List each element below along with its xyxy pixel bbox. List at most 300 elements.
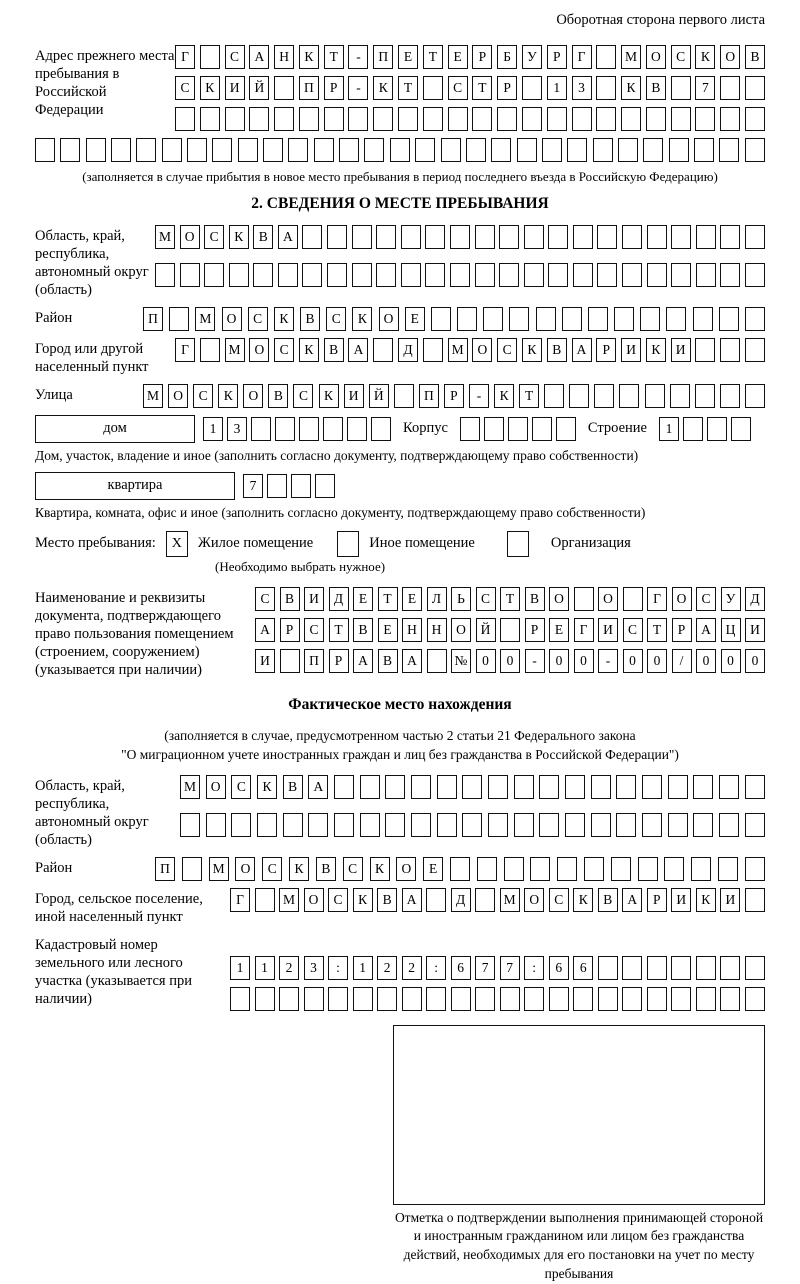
- char-cell[interactable]: П: [299, 76, 319, 100]
- char-cell[interactable]: -: [348, 45, 368, 69]
- char-cell[interactable]: 6: [573, 956, 593, 980]
- char-cell[interactable]: [696, 956, 716, 980]
- char-cell[interactable]: [509, 307, 529, 331]
- char-cell[interactable]: Й: [369, 384, 389, 408]
- char-cell[interactable]: [539, 813, 559, 837]
- char-cell[interactable]: [441, 138, 461, 162]
- char-cell[interactable]: С: [193, 384, 213, 408]
- char-cell[interactable]: [691, 857, 711, 881]
- char-cell[interactable]: Р: [497, 76, 517, 100]
- char-cell[interactable]: [274, 76, 294, 100]
- char-cell[interactable]: П: [155, 857, 175, 881]
- char-cell[interactable]: [136, 138, 156, 162]
- char-cell[interactable]: [548, 263, 568, 287]
- char-cell[interactable]: :: [426, 956, 446, 980]
- char-cell[interactable]: К: [696, 888, 716, 912]
- char-cell[interactable]: О: [472, 338, 492, 362]
- char-cell[interactable]: В: [316, 857, 336, 881]
- char-cell[interactable]: [204, 263, 224, 287]
- char-cell[interactable]: [425, 225, 445, 249]
- char-cell[interactable]: [598, 956, 618, 980]
- char-cell[interactable]: О: [180, 225, 200, 249]
- char-cell[interactable]: В: [378, 649, 398, 673]
- char-cell[interactable]: О: [249, 338, 269, 362]
- char-cell[interactable]: [348, 107, 368, 131]
- char-cell[interactable]: [182, 857, 202, 881]
- char-cell[interactable]: О: [379, 307, 399, 331]
- char-cell[interactable]: [475, 225, 495, 249]
- char-cell[interactable]: И: [598, 618, 618, 642]
- char-cell[interactable]: [745, 384, 765, 408]
- char-cell[interactable]: [423, 107, 443, 131]
- char-cell[interactable]: И: [720, 888, 740, 912]
- char-cell[interactable]: С: [248, 307, 268, 331]
- char-cell[interactable]: А: [278, 225, 298, 249]
- char-cell[interactable]: 1: [230, 956, 250, 980]
- char-cell[interactable]: [720, 107, 740, 131]
- char-cell[interactable]: [212, 138, 232, 162]
- char-cell[interactable]: [450, 225, 470, 249]
- char-cell[interactable]: [569, 384, 589, 408]
- char-cell[interactable]: Е: [353, 587, 373, 611]
- char-cell[interactable]: С: [274, 338, 294, 362]
- char-cell[interactable]: С: [671, 45, 691, 69]
- char-cell[interactable]: М: [500, 888, 520, 912]
- char-cell[interactable]: [548, 225, 568, 249]
- char-cell[interactable]: Е: [398, 45, 418, 69]
- char-cell[interactable]: [695, 107, 715, 131]
- char-cell[interactable]: [647, 225, 667, 249]
- char-cell[interactable]: [539, 775, 559, 799]
- char-cell[interactable]: У: [522, 45, 542, 69]
- char-cell[interactable]: [542, 138, 562, 162]
- char-cell[interactable]: 1: [547, 76, 567, 100]
- char-cell[interactable]: [640, 307, 660, 331]
- char-cell[interactable]: К: [695, 45, 715, 69]
- char-cell[interactable]: 0: [574, 649, 594, 673]
- char-cell[interactable]: [477, 857, 497, 881]
- char-cell[interactable]: [302, 263, 322, 287]
- char-cell[interactable]: [450, 857, 470, 881]
- char-cell[interactable]: В: [598, 888, 618, 912]
- char-cell[interactable]: [401, 263, 421, 287]
- char-cell[interactable]: [255, 888, 275, 912]
- char-cell[interactable]: [647, 956, 667, 980]
- char-cell[interactable]: 0: [549, 649, 569, 673]
- char-cell[interactable]: К: [299, 338, 319, 362]
- char-cell[interactable]: А: [249, 45, 269, 69]
- char-cell[interactable]: Н: [274, 45, 294, 69]
- char-cell[interactable]: К: [319, 384, 339, 408]
- char-cell[interactable]: Р: [547, 45, 567, 69]
- char-cell[interactable]: К: [229, 225, 249, 249]
- char-cell[interactable]: [302, 225, 322, 249]
- char-cell[interactable]: О: [598, 587, 618, 611]
- char-cell[interactable]: -: [598, 649, 618, 673]
- char-cell[interactable]: [425, 263, 445, 287]
- char-cell[interactable]: [206, 813, 226, 837]
- char-cell[interactable]: [642, 813, 662, 837]
- char-cell[interactable]: Р: [280, 618, 300, 642]
- char-cell[interactable]: [517, 138, 537, 162]
- char-cell[interactable]: [642, 775, 662, 799]
- char-cell[interactable]: [596, 45, 616, 69]
- char-cell[interactable]: [696, 987, 716, 1011]
- char-cell[interactable]: [643, 138, 663, 162]
- char-cell[interactable]: Ц: [721, 618, 741, 642]
- char-cell[interactable]: Т: [647, 618, 667, 642]
- char-cell[interactable]: [327, 225, 347, 249]
- char-cell[interactable]: /: [672, 649, 692, 673]
- char-cell[interactable]: И: [621, 338, 641, 362]
- char-cell[interactable]: П: [419, 384, 439, 408]
- char-cell[interactable]: [401, 225, 421, 249]
- char-cell[interactable]: А: [402, 649, 422, 673]
- char-cell[interactable]: М: [279, 888, 299, 912]
- char-cell[interactable]: [427, 649, 447, 673]
- char-cell[interactable]: В: [324, 338, 344, 362]
- char-cell[interactable]: С: [175, 76, 195, 100]
- char-cell[interactable]: П: [304, 649, 324, 673]
- char-cell[interactable]: [415, 138, 435, 162]
- char-cell[interactable]: 1: [255, 956, 275, 980]
- char-cell[interactable]: [584, 857, 604, 881]
- char-cell[interactable]: А: [572, 338, 592, 362]
- char-cell[interactable]: К: [373, 76, 393, 100]
- char-cell[interactable]: К: [257, 775, 277, 799]
- char-cell[interactable]: Р: [329, 649, 349, 673]
- char-cell[interactable]: [645, 384, 665, 408]
- char-cell[interactable]: 3: [572, 76, 592, 100]
- char-cell[interactable]: В: [253, 225, 273, 249]
- char-cell[interactable]: [522, 76, 542, 100]
- char-cell[interactable]: М: [448, 338, 468, 362]
- char-cell[interactable]: -: [469, 384, 489, 408]
- char-cell[interactable]: Т: [500, 587, 520, 611]
- char-cell[interactable]: [556, 417, 576, 441]
- char-cell[interactable]: [671, 956, 691, 980]
- char-cell[interactable]: К: [299, 45, 319, 69]
- char-cell[interactable]: 7: [475, 956, 495, 980]
- char-cell[interactable]: П: [373, 45, 393, 69]
- char-cell[interactable]: [557, 857, 577, 881]
- char-cell[interactable]: О: [243, 384, 263, 408]
- char-cell[interactable]: С: [231, 775, 251, 799]
- char-cell[interactable]: В: [283, 775, 303, 799]
- char-cell[interactable]: [352, 225, 372, 249]
- char-cell[interactable]: [594, 384, 614, 408]
- char-cell[interactable]: И: [745, 618, 765, 642]
- char-cell[interactable]: К: [646, 338, 666, 362]
- char-cell[interactable]: [278, 263, 298, 287]
- char-cell[interactable]: Р: [596, 338, 616, 362]
- char-cell[interactable]: А: [308, 775, 328, 799]
- char-cell[interactable]: [745, 775, 765, 799]
- char-cell[interactable]: [614, 307, 634, 331]
- char-cell[interactable]: [693, 813, 713, 837]
- char-cell[interactable]: Е: [402, 587, 422, 611]
- char-cell[interactable]: [693, 775, 713, 799]
- char-cell[interactable]: [647, 263, 667, 287]
- char-cell[interactable]: [565, 775, 585, 799]
- char-cell[interactable]: [448, 107, 468, 131]
- char-cell[interactable]: [423, 76, 443, 100]
- char-cell[interactable]: [670, 384, 690, 408]
- char-cell[interactable]: Г: [175, 338, 195, 362]
- char-cell[interactable]: [695, 338, 715, 362]
- char-cell[interactable]: А: [353, 649, 373, 673]
- char-cell[interactable]: [308, 813, 328, 837]
- char-cell[interactable]: [475, 987, 495, 1011]
- char-cell[interactable]: [504, 857, 524, 881]
- char-cell[interactable]: [390, 138, 410, 162]
- char-cell[interactable]: И: [671, 888, 691, 912]
- char-cell[interactable]: [622, 225, 642, 249]
- char-cell[interactable]: [314, 138, 334, 162]
- char-cell[interactable]: [411, 775, 431, 799]
- char-cell[interactable]: [324, 107, 344, 131]
- char-cell[interactable]: К: [370, 857, 390, 881]
- char-cell[interactable]: [588, 307, 608, 331]
- char-cell[interactable]: [696, 263, 716, 287]
- char-cell[interactable]: [86, 138, 106, 162]
- char-cell[interactable]: [720, 263, 740, 287]
- char-cell[interactable]: [514, 813, 534, 837]
- char-cell[interactable]: [437, 775, 457, 799]
- char-cell[interactable]: [622, 987, 642, 1011]
- char-cell[interactable]: [394, 384, 414, 408]
- char-cell[interactable]: В: [300, 307, 320, 331]
- char-cell[interactable]: [376, 263, 396, 287]
- char-cell[interactable]: К: [289, 857, 309, 881]
- char-cell[interactable]: [572, 107, 592, 131]
- char-cell[interactable]: [619, 384, 639, 408]
- char-cell[interactable]: [720, 76, 740, 100]
- char-cell[interactable]: С: [225, 45, 245, 69]
- char-cell[interactable]: В: [547, 338, 567, 362]
- char-cell[interactable]: [647, 987, 667, 1011]
- char-cell[interactable]: [616, 813, 636, 837]
- char-cell[interactable]: [718, 857, 738, 881]
- char-cell[interactable]: 0: [647, 649, 667, 673]
- char-cell[interactable]: [720, 384, 740, 408]
- char-cell[interactable]: [451, 987, 471, 1011]
- char-cell[interactable]: [376, 225, 396, 249]
- char-cell[interactable]: [611, 857, 631, 881]
- char-cell[interactable]: [315, 474, 335, 498]
- char-cell[interactable]: Д: [398, 338, 418, 362]
- char-cell[interactable]: С: [476, 587, 496, 611]
- char-cell[interactable]: Е: [448, 45, 468, 69]
- char-cell[interactable]: [671, 987, 691, 1011]
- char-cell[interactable]: [35, 138, 55, 162]
- char-cell[interactable]: И: [255, 649, 275, 673]
- char-cell[interactable]: [475, 263, 495, 287]
- char-cell[interactable]: 1: [659, 417, 679, 441]
- char-cell[interactable]: Е: [405, 307, 425, 331]
- char-cell[interactable]: 7: [695, 76, 715, 100]
- char-cell[interactable]: [671, 107, 691, 131]
- char-cell[interactable]: С: [497, 338, 517, 362]
- char-cell[interactable]: [327, 263, 347, 287]
- char-cell[interactable]: С: [326, 307, 346, 331]
- char-cell[interactable]: С: [549, 888, 569, 912]
- checkbox-dwelling[interactable]: X: [166, 531, 188, 557]
- char-cell[interactable]: [623, 587, 643, 611]
- char-cell[interactable]: [255, 987, 275, 1011]
- char-cell[interactable]: [334, 775, 354, 799]
- char-cell[interactable]: В: [377, 888, 397, 912]
- char-cell[interactable]: [514, 775, 534, 799]
- char-cell[interactable]: И: [225, 76, 245, 100]
- char-cell[interactable]: [169, 307, 189, 331]
- char-cell[interactable]: [668, 775, 688, 799]
- char-cell[interactable]: А: [696, 618, 716, 642]
- char-cell[interactable]: [60, 138, 80, 162]
- char-cell[interactable]: [483, 307, 503, 331]
- char-cell[interactable]: [263, 138, 283, 162]
- char-cell[interactable]: [745, 225, 765, 249]
- char-cell[interactable]: [339, 138, 359, 162]
- char-cell[interactable]: [200, 338, 220, 362]
- char-cell[interactable]: В: [268, 384, 288, 408]
- char-cell[interactable]: [385, 813, 405, 837]
- char-cell[interactable]: [567, 138, 587, 162]
- char-cell[interactable]: [693, 307, 713, 331]
- char-cell[interactable]: [353, 987, 373, 1011]
- char-cell[interactable]: [283, 813, 303, 837]
- char-cell[interactable]: [450, 263, 470, 287]
- char-cell[interactable]: [598, 987, 618, 1011]
- char-cell[interactable]: [719, 813, 739, 837]
- char-cell[interactable]: [745, 338, 765, 362]
- char-cell[interactable]: И: [671, 338, 691, 362]
- char-cell[interactable]: [437, 813, 457, 837]
- char-cell[interactable]: [488, 813, 508, 837]
- char-cell[interactable]: [457, 307, 477, 331]
- char-cell[interactable]: А: [402, 888, 422, 912]
- char-cell[interactable]: Й: [249, 76, 269, 100]
- char-cell[interactable]: [508, 417, 528, 441]
- char-cell[interactable]: В: [646, 76, 666, 100]
- char-cell[interactable]: О: [646, 45, 666, 69]
- char-cell[interactable]: [377, 987, 397, 1011]
- char-cell[interactable]: [671, 225, 691, 249]
- char-cell[interactable]: [591, 775, 611, 799]
- char-cell[interactable]: [591, 813, 611, 837]
- char-cell[interactable]: [238, 138, 258, 162]
- char-cell[interactable]: [200, 45, 220, 69]
- char-cell[interactable]: Ь: [451, 587, 471, 611]
- char-cell[interactable]: [299, 417, 319, 441]
- char-cell[interactable]: А: [622, 888, 642, 912]
- char-cell[interactable]: -: [348, 76, 368, 100]
- char-cell[interactable]: 0: [623, 649, 643, 673]
- char-cell[interactable]: С: [262, 857, 282, 881]
- char-cell[interactable]: [385, 775, 405, 799]
- char-cell[interactable]: И: [304, 587, 324, 611]
- char-cell[interactable]: [573, 987, 593, 1011]
- char-cell[interactable]: [666, 307, 686, 331]
- char-cell[interactable]: [745, 857, 765, 881]
- char-cell[interactable]: О: [720, 45, 740, 69]
- char-cell[interactable]: [230, 987, 250, 1011]
- char-cell[interactable]: [745, 138, 765, 162]
- char-cell[interactable]: [720, 225, 740, 249]
- char-cell[interactable]: [323, 417, 343, 441]
- char-cell[interactable]: [257, 813, 277, 837]
- char-cell[interactable]: [547, 107, 567, 131]
- char-cell[interactable]: [671, 263, 691, 287]
- char-cell[interactable]: [360, 813, 380, 837]
- char-cell[interactable]: К: [573, 888, 593, 912]
- char-cell[interactable]: 1: [203, 417, 223, 441]
- char-cell[interactable]: Р: [525, 618, 545, 642]
- char-cell[interactable]: А: [348, 338, 368, 362]
- char-cell[interactable]: [111, 138, 131, 162]
- char-cell[interactable]: К: [621, 76, 641, 100]
- char-cell[interactable]: :: [524, 956, 544, 980]
- char-cell[interactable]: А: [255, 618, 275, 642]
- char-cell[interactable]: [524, 263, 544, 287]
- char-cell[interactable]: М: [225, 338, 245, 362]
- char-cell[interactable]: [364, 138, 384, 162]
- char-cell[interactable]: [352, 263, 372, 287]
- char-cell[interactable]: П: [143, 307, 163, 331]
- char-cell[interactable]: М: [180, 775, 200, 799]
- char-cell[interactable]: 7: [500, 956, 520, 980]
- char-cell[interactable]: [621, 107, 641, 131]
- char-cell[interactable]: [536, 307, 556, 331]
- char-cell[interactable]: [500, 987, 520, 1011]
- char-cell[interactable]: [347, 417, 367, 441]
- char-cell[interactable]: [669, 138, 689, 162]
- char-cell[interactable]: 2: [402, 956, 422, 980]
- char-cell[interactable]: К: [274, 307, 294, 331]
- char-cell[interactable]: [462, 813, 482, 837]
- char-cell[interactable]: О: [235, 857, 255, 881]
- char-cell[interactable]: [719, 307, 739, 331]
- char-cell[interactable]: [398, 107, 418, 131]
- char-cell[interactable]: 0: [721, 649, 741, 673]
- char-cell[interactable]: Г: [175, 45, 195, 69]
- char-cell[interactable]: К: [353, 888, 373, 912]
- char-cell[interactable]: [574, 587, 594, 611]
- char-cell[interactable]: [299, 107, 319, 131]
- char-cell[interactable]: 2: [279, 956, 299, 980]
- char-cell[interactable]: [719, 138, 739, 162]
- char-cell[interactable]: [745, 263, 765, 287]
- char-cell[interactable]: Е: [549, 618, 569, 642]
- char-cell[interactable]: [530, 857, 550, 881]
- char-cell[interactable]: О: [549, 587, 569, 611]
- char-cell[interactable]: К: [352, 307, 372, 331]
- char-cell[interactable]: [720, 956, 740, 980]
- char-cell[interactable]: С: [304, 618, 324, 642]
- char-cell[interactable]: 6: [549, 956, 569, 980]
- char-cell[interactable]: [253, 263, 273, 287]
- char-cell[interactable]: Й: [476, 618, 496, 642]
- char-cell[interactable]: [180, 813, 200, 837]
- char-cell[interactable]: [497, 107, 517, 131]
- char-cell[interactable]: [334, 813, 354, 837]
- char-cell[interactable]: Н: [402, 618, 422, 642]
- char-cell[interactable]: [696, 225, 716, 249]
- char-cell[interactable]: О: [168, 384, 188, 408]
- char-cell[interactable]: [328, 987, 348, 1011]
- char-cell[interactable]: О: [451, 618, 471, 642]
- char-cell[interactable]: [402, 987, 422, 1011]
